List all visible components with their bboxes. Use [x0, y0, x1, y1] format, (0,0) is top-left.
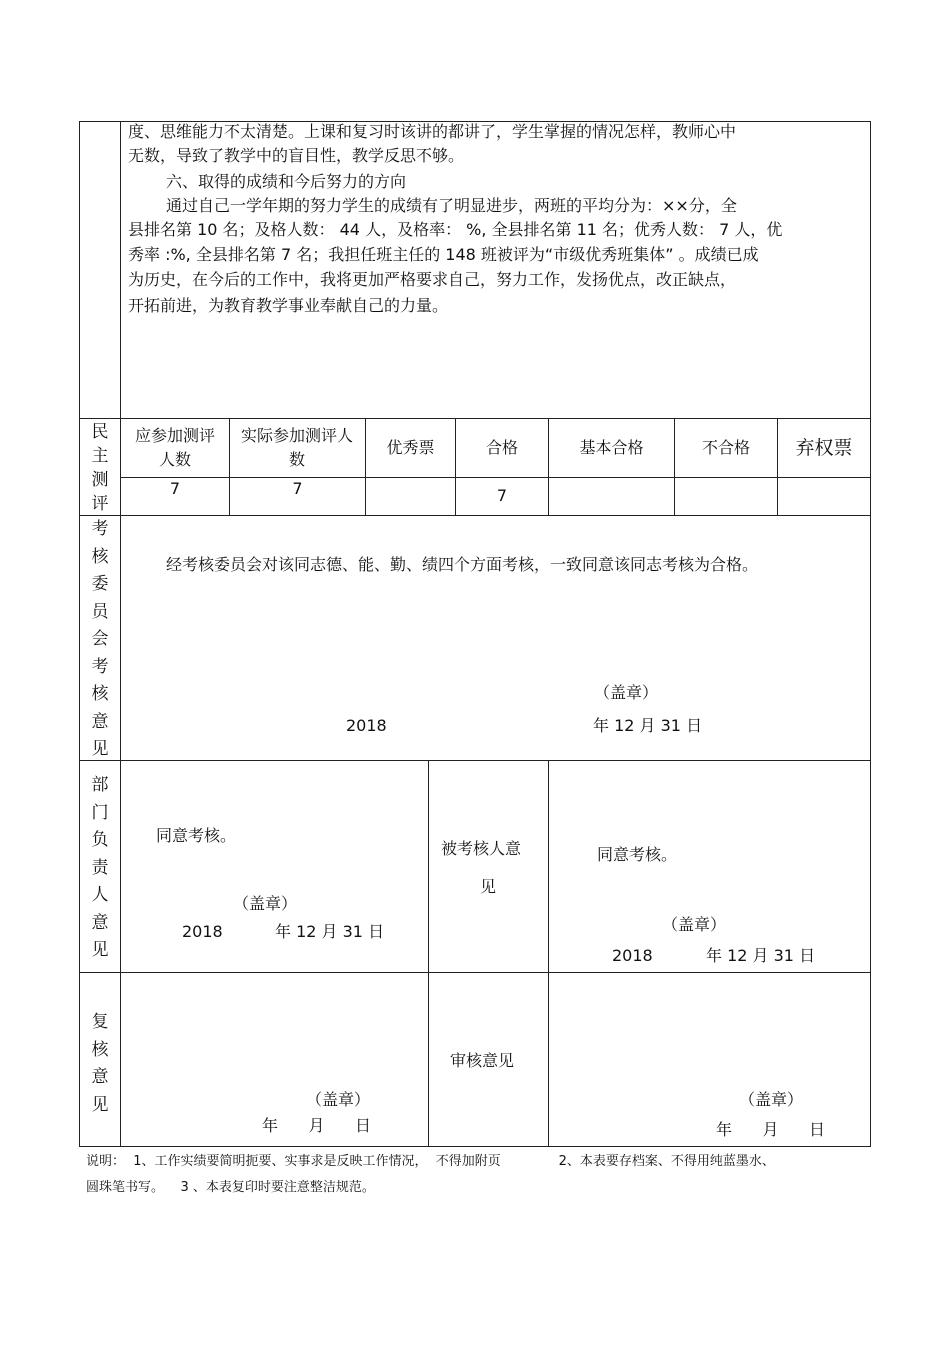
eval-value-basic-pass — [549, 478, 674, 514]
department-seal: （盖章） — [233, 894, 298, 913]
label-char: 负 — [91, 830, 109, 850]
label-char: 评 — [91, 494, 109, 514]
committee-opinion: 经考核委员会对该同志德、能、勤、绩四个方面考核，一致同意该同志考核为合格。 — [166, 555, 759, 574]
department-year: 2018 — [182, 922, 223, 941]
footnote-line2: 圆珠笔书写。 3 、本表复印时要注意整洁规范。 — [86, 1180, 375, 1195]
footnote-line1: 说明： 1、工作实绩要简明扼要、实事求是反映工作情况， 不得加附页 2、本表要存档案、不得用纯蓝墨水、 — [86, 1154, 775, 1169]
summary-line: 秀率 :%, 全县排名第 7 名；我担任班主任的 148 班被评为“市级优秀班集体” 。成绩已成 — [128, 245, 759, 264]
label-char: 会 — [91, 629, 109, 649]
summary-line: 度、思维能力不太清楚。上课和复习时该讲的都讲了，学生掌握的情况怎样，教师心中 — [128, 122, 737, 141]
department-date: 年 12 月 31 日 — [275, 922, 385, 941]
audit-date: 年 月 日 — [716, 1120, 826, 1139]
democratic-eval-label — [80, 418, 120, 516]
table-rule — [79, 418, 871, 419]
examinee-year: 2018 — [612, 946, 653, 965]
label-char: 见 — [91, 1094, 109, 1115]
audit-seal: （盖章） — [739, 1090, 804, 1109]
review-seal: （盖章） — [306, 1090, 371, 1109]
table-border-bottom — [79, 1146, 871, 1147]
label-char: 核 — [91, 546, 109, 567]
eval-header-pass: 合格 — [485, 438, 518, 457]
table-rule — [428, 760, 429, 1147]
label-column-rule — [120, 121, 121, 1147]
eval-header-excellent: 优秀票 — [386, 438, 435, 457]
eval-value-excellent — [366, 478, 455, 514]
examinee-date: 年 12 月 31 日 — [706, 946, 816, 965]
label-char: 门 — [91, 802, 109, 823]
label-char: 核 — [91, 684, 109, 704]
committee-date: 年 12 月 31 日 — [593, 716, 703, 735]
examinee-label-cont: 见 — [480, 877, 497, 896]
review-date: 年 月 日 — [262, 1116, 372, 1135]
label-char: 员 — [91, 601, 109, 622]
table-rule — [79, 760, 871, 761]
committee-seal: （盖章） — [594, 683, 659, 702]
label-char: 主 — [91, 446, 109, 466]
label-char: 测 — [91, 470, 109, 490]
label-char: 部 — [91, 775, 109, 795]
table-border-right — [870, 121, 871, 1147]
label-char: 责 — [91, 857, 109, 878]
eval-header-abstain: 弃权票 — [795, 437, 853, 459]
label-char: 见 — [91, 940, 109, 960]
eval-header-fail: 不合格 — [701, 438, 750, 457]
summary-line: 开拓前进，为教育教学事业奉献自己的力量。 — [128, 296, 449, 315]
label-char: 民 — [91, 422, 109, 442]
label-char: 人 — [91, 885, 109, 905]
summary-line: 无数，导致了教学中的盲目性，教学反思不够。 — [128, 146, 465, 165]
eval-value-pass: 7 — [496, 486, 508, 505]
summary-line: 县排名第 10 名；及格人数： 44 人，及格率： %, 全县排名第 11 名；优秀人数： 7 人，优 — [128, 220, 783, 239]
eval-value-actual: 7 — [292, 479, 303, 498]
committee-label — [80, 516, 120, 764]
label-char: 意 — [91, 1067, 109, 1087]
examinee-seal: （盖章） — [662, 915, 727, 934]
summary-line: 通过自己一学年期的努力学生的成绩有了明显进步，两班的平均分为：××分，全 — [166, 196, 737, 215]
committee-year: 2018 — [346, 716, 387, 735]
label-char: 意 — [91, 912, 109, 933]
eval-header-basic-pass: 基本合格 — [579, 438, 644, 457]
label-char: 意 — [91, 711, 109, 732]
eval-header-actual: 实际参加测评人数 — [241, 426, 354, 469]
table-rule — [79, 515, 871, 516]
label-char: 考 — [91, 519, 109, 539]
label-char: 委 — [91, 574, 109, 594]
review-label — [80, 1009, 120, 1119]
table-rule — [548, 760, 549, 1147]
table-rule — [229, 418, 230, 516]
eval-value-fail — [675, 478, 777, 514]
label-char: 见 — [91, 739, 109, 759]
eval-value-expected: 7 — [169, 479, 181, 498]
examinee-opinion: 同意考核。 — [597, 845, 678, 864]
audit-label: 审核意见 — [450, 1051, 515, 1070]
label-char: 考 — [91, 656, 109, 677]
department-opinion: 同意考核。 — [156, 826, 237, 845]
eval-value-abstain — [778, 478, 870, 514]
label-char: 核 — [91, 1039, 109, 1060]
eval-header-expected: 应参加测评人数 — [134, 426, 215, 469]
department-label — [80, 772, 120, 965]
label-char: 复 — [91, 1012, 109, 1032]
examinee-label: 被考核人意 — [441, 839, 522, 858]
summary-heading: 六、取得的成绩和今后努力的方向 — [166, 172, 407, 191]
summary-line: 为历史，在今后的工作中，我将更加严格要求自己，努力工作，发扬优点，改正缺点， — [128, 270, 737, 289]
table-rule — [79, 972, 871, 973]
